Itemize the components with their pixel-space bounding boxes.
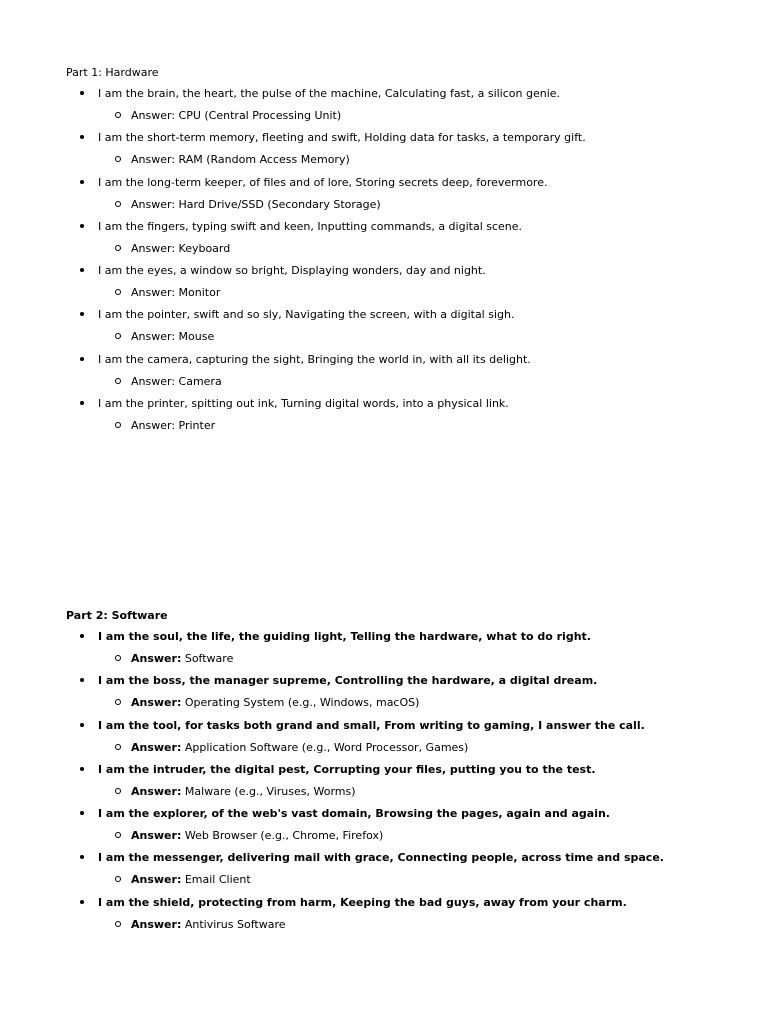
riddle-question: I am the tool, for tasks both grand and small, From writing to gaming, I answer the call. xyxy=(98,718,645,732)
bullet-dot-icon xyxy=(80,357,84,361)
answer-label: Answer: xyxy=(131,374,176,388)
hollow-circle-icon xyxy=(115,699,121,705)
hardware-section xyxy=(66,66,746,441)
list-item xyxy=(66,397,746,441)
bullet-dot-icon xyxy=(80,900,84,904)
answer-row xyxy=(98,652,746,666)
sub-bullet-icon xyxy=(115,918,125,932)
hollow-circle-icon xyxy=(115,744,121,750)
hardware-heading: Part 1: Hardware xyxy=(66,66,159,79)
bullet-icon xyxy=(80,220,90,234)
answer-value: Hard Drive/SSD (Secondary Storage) xyxy=(178,197,381,211)
hollow-circle-icon xyxy=(115,289,121,295)
answer-value: Mouse xyxy=(178,330,215,344)
sub-bullet-icon xyxy=(115,785,125,799)
list-item xyxy=(66,630,746,674)
bullet-dot-icon xyxy=(80,180,84,184)
answer-label: Answer: xyxy=(131,197,176,211)
bullet-icon xyxy=(80,353,90,367)
answer-value: Monitor xyxy=(178,286,221,300)
answer-label: Answer: xyxy=(131,829,182,843)
list-item xyxy=(66,87,746,131)
riddle-question: I am the fingers, typing swift and keen, Inputting commands, a digital scene. xyxy=(98,219,523,233)
bullet-icon xyxy=(80,397,90,411)
riddle-question: I am the boss, the manager supreme, Controlling the hardware, a digital dream. xyxy=(98,674,598,688)
hollow-circle-icon xyxy=(115,333,121,339)
list-item xyxy=(66,719,746,763)
bullet-dot-icon xyxy=(80,224,84,228)
answer-label: Answer: xyxy=(131,286,176,300)
hollow-circle-icon xyxy=(115,245,121,251)
bullet-icon xyxy=(80,851,90,865)
sub-bullet-icon xyxy=(115,153,125,167)
bullet-icon xyxy=(80,896,90,910)
bullet-dot-icon xyxy=(80,401,84,405)
bullet-dot-icon xyxy=(80,312,84,316)
sub-bullet-icon xyxy=(115,330,125,344)
riddle-question: I am the intruder, the digital pest, Corrupting your files, putting you to the test. xyxy=(98,762,596,776)
riddle-question: I am the camera, capturing the sight, Bringing the world in, with all its delight. xyxy=(98,352,531,366)
bullet-icon xyxy=(80,674,90,688)
bullet-icon xyxy=(80,264,90,278)
bullet-icon xyxy=(80,719,90,733)
answer-value: CPU (Central Processing Unit) xyxy=(178,109,342,122)
sub-bullet-icon xyxy=(115,375,125,389)
hollow-circle-icon xyxy=(115,921,121,927)
answer-row xyxy=(98,741,746,755)
bullet-dot-icon xyxy=(80,723,84,727)
answer-value: Application Software (e.g., Word Processor, Games) xyxy=(184,740,469,754)
list-item xyxy=(66,353,746,397)
riddle-question: I am the brain, the heart, the pulse of the machine, Calculating fast, a silicon genie. xyxy=(98,87,561,100)
answer-label: Answer: xyxy=(131,696,182,710)
sub-bullet-icon xyxy=(115,696,125,710)
answer-value: Camera xyxy=(178,374,222,388)
riddle-question: I am the explorer, of the web's vast domain, Browsing the pages, again and again. xyxy=(98,807,610,821)
bullet-dot-icon xyxy=(80,767,84,771)
list-item xyxy=(66,674,746,718)
hollow-circle-icon xyxy=(115,378,121,384)
list-item xyxy=(66,807,746,851)
bullet-dot-icon xyxy=(80,634,84,638)
list-item xyxy=(66,308,746,352)
hollow-circle-icon xyxy=(115,112,121,118)
answer-row xyxy=(98,419,746,433)
bullet-icon xyxy=(80,630,90,644)
answer-value: Keyboard xyxy=(178,241,231,255)
answer-row xyxy=(98,330,746,344)
list-item xyxy=(66,176,746,220)
list-item xyxy=(66,131,746,175)
riddle-question: I am the long-term keeper, of files and of lore, Storing secrets deep, forevermore. xyxy=(98,175,548,189)
answer-value: Email Client xyxy=(184,873,251,887)
answer-label: Answer: xyxy=(131,419,176,433)
riddle-question: I am the shield, protecting from harm, Keeping the bad guys, away from your charm. xyxy=(98,895,627,909)
software-list xyxy=(66,630,746,940)
bullet-dot-icon xyxy=(80,855,84,859)
list-item xyxy=(66,763,746,807)
answer-row xyxy=(98,873,746,887)
list-item xyxy=(66,896,746,940)
answer-label: Answer: xyxy=(131,241,176,255)
sub-bullet-icon xyxy=(115,652,125,666)
riddle-question: I am the eyes, a window so bright, Displaying wonders, day and night. xyxy=(98,264,486,278)
answer-label: Answer: xyxy=(131,917,182,931)
hardware-list xyxy=(66,87,746,441)
answer-label: Answer: xyxy=(131,784,182,798)
hollow-circle-icon xyxy=(115,201,121,207)
sub-bullet-icon xyxy=(115,242,125,256)
answer-row xyxy=(98,198,746,212)
riddle-question: I am the short-term memory, fleeting and swift, Holding data for tasks, a temporary gift. xyxy=(98,131,586,145)
answer-value: Printer xyxy=(178,419,216,433)
hollow-circle-icon xyxy=(115,832,121,838)
bullet-icon xyxy=(80,176,90,190)
riddle-question: I am the soul, the life, the guiding light, Telling the hardware, what to do right. xyxy=(98,630,591,643)
list-item xyxy=(66,220,746,264)
list-item xyxy=(66,264,746,308)
sub-bullet-icon xyxy=(115,286,125,300)
bullet-dot-icon xyxy=(80,678,84,682)
answer-row xyxy=(98,286,746,300)
answer-value: Malware (e.g., Viruses, Worms) xyxy=(184,784,356,798)
hollow-circle-icon xyxy=(115,876,121,882)
answer-value: Antivirus Software xyxy=(184,917,286,931)
answer-label: Answer: xyxy=(131,153,176,167)
answer-value: RAM (Random Access Memory) xyxy=(178,153,350,167)
answer-label: Answer: xyxy=(131,740,182,754)
sub-bullet-icon xyxy=(115,109,125,123)
riddle-question: I am the pointer, swift and so sly, Navigating the screen, with a digital sigh. xyxy=(98,308,515,322)
answer-label: Answer: xyxy=(131,330,176,344)
bullet-icon xyxy=(80,763,90,777)
answer-row xyxy=(98,829,746,843)
list-item xyxy=(66,851,746,895)
answer-row xyxy=(98,696,746,710)
answer-value: Software xyxy=(184,652,234,665)
hollow-circle-icon xyxy=(115,422,121,428)
sub-bullet-icon xyxy=(115,873,125,887)
hollow-circle-icon xyxy=(115,655,121,661)
bullet-dot-icon xyxy=(80,268,84,272)
hollow-circle-icon xyxy=(115,156,121,162)
answer-label: Answer: xyxy=(131,873,182,887)
bullet-dot-icon xyxy=(80,135,84,139)
sub-bullet-icon xyxy=(115,198,125,212)
sub-bullet-icon xyxy=(115,741,125,755)
bullet-dot-icon xyxy=(80,91,84,95)
answer-row xyxy=(98,918,746,932)
software-section xyxy=(66,609,746,940)
bullet-icon xyxy=(80,308,90,322)
sub-bullet-icon xyxy=(115,829,125,843)
bullet-icon xyxy=(80,131,90,145)
answer-row xyxy=(98,109,746,123)
riddle-question: I am the messenger, delivering mail with grace, Connecting people, across time and space. xyxy=(98,851,664,865)
answer-value: Web Browser (e.g., Chrome, Firefox) xyxy=(184,829,384,843)
answer-row xyxy=(98,785,746,799)
bullet-dot-icon xyxy=(80,811,84,815)
hollow-circle-icon xyxy=(115,788,121,794)
software-heading: Part 2: Software xyxy=(66,609,168,622)
answer-row xyxy=(98,153,746,167)
answer-label: Answer: xyxy=(131,652,182,665)
sub-bullet-icon xyxy=(115,419,125,433)
answer-row xyxy=(98,242,746,256)
answer-value: Operating System (e.g., Windows, macOS) xyxy=(184,696,420,710)
bullet-icon xyxy=(80,87,90,101)
answer-row xyxy=(98,375,746,389)
bullet-icon xyxy=(80,807,90,821)
riddle-question: I am the printer, spitting out ink, Turning digital words, into a physical link. xyxy=(98,397,509,411)
answer-label: Answer: xyxy=(131,109,176,122)
